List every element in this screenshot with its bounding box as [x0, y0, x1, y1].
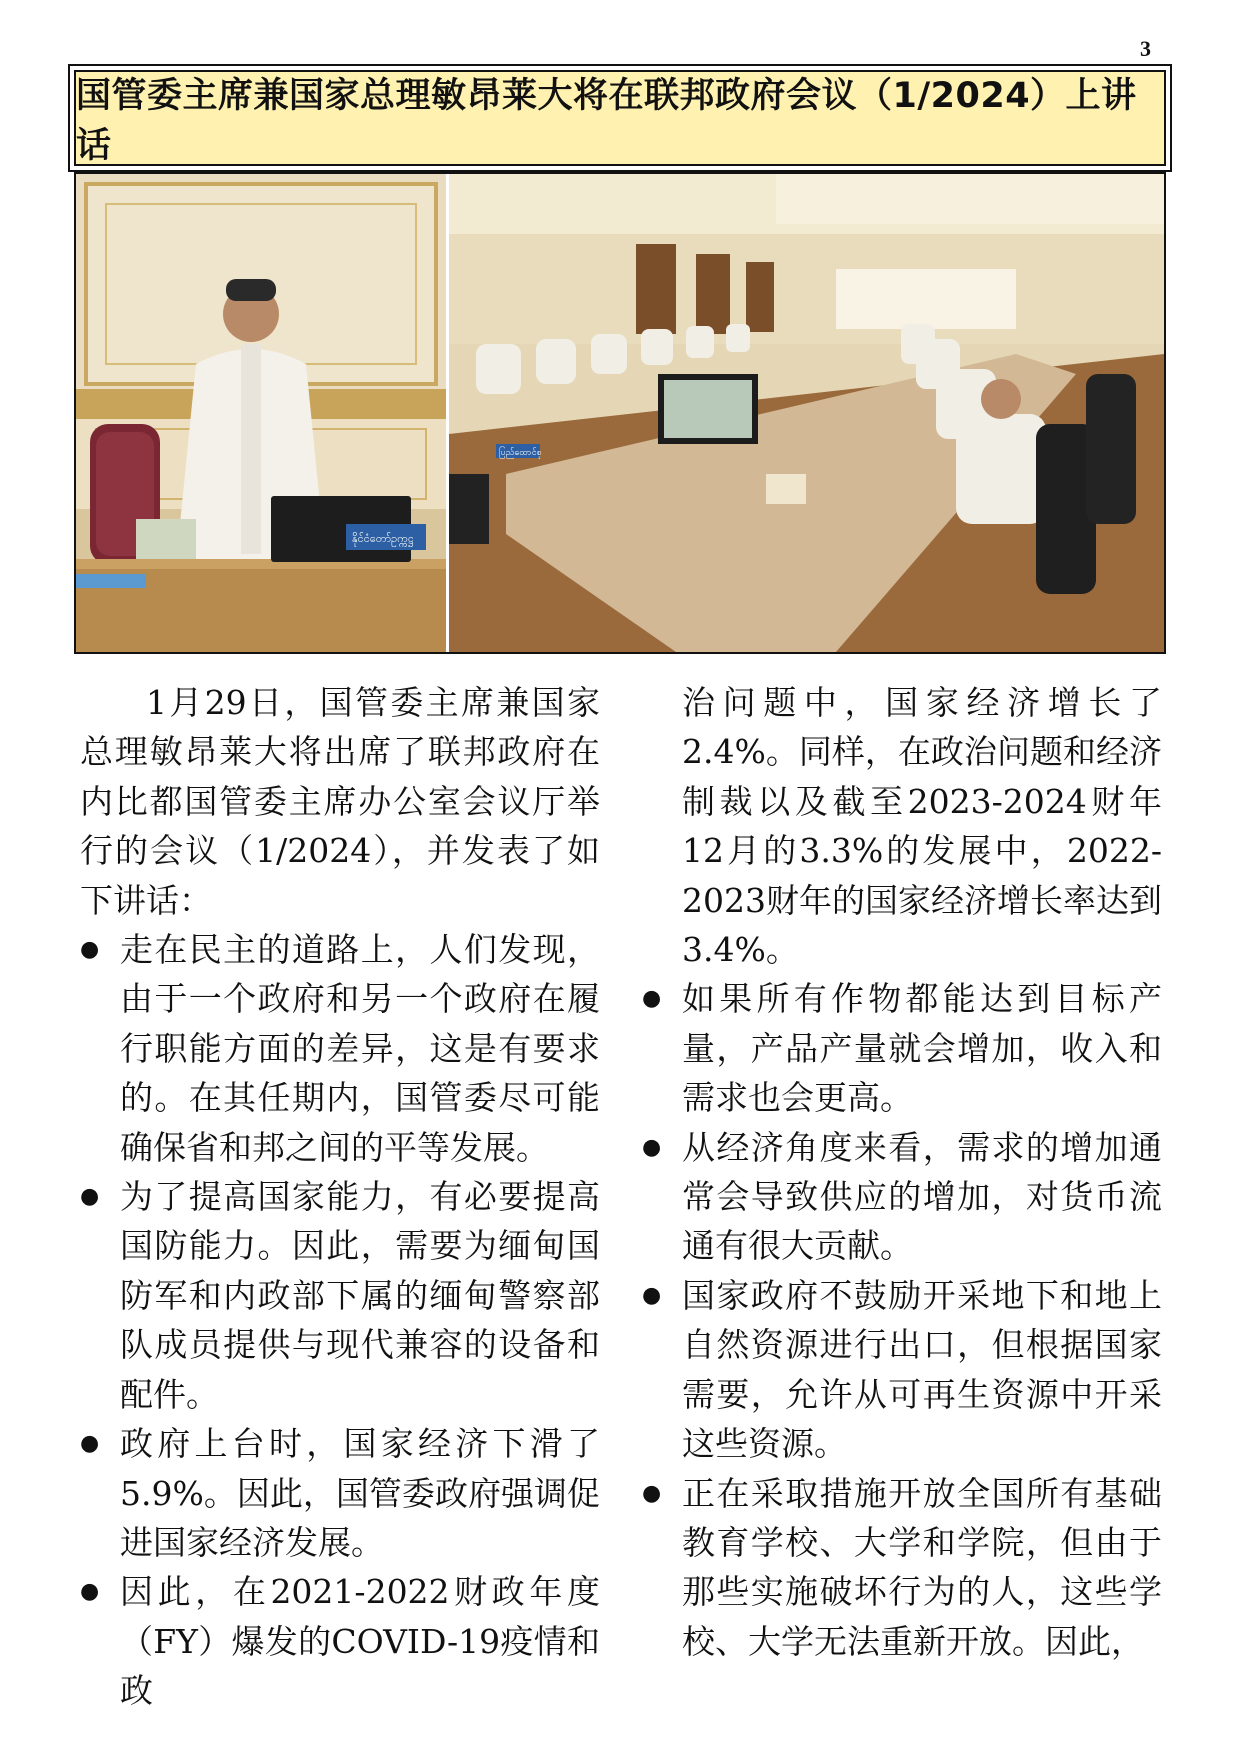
list-item: ● 从经济角度来看，需求的增加通常会导致供应的增加，对货币流通有很大贡献。	[642, 1123, 1162, 1271]
list-item: ● 因此，在2021-2022财政年度（FY）爆发的COVID-19疫情和政	[80, 1567, 600, 1715]
bullet-icon: ●	[642, 986, 662, 1012]
list-item: ● 为了提高国家能力，有必要提高国防能力。因此，需要为缅甸国防军和内政部下属的缅甸警察部队成员提供与现代兼容的设备和配件。	[80, 1172, 600, 1419]
right-column	[642, 678, 1162, 1666]
page-number: 3	[1140, 36, 1151, 61]
intro-paragraph: 1月29日，国管委主席兼国家总理敏昂莱大将出席了联邦政府在内比都国管委主席办公室会议厅举行的会议（1/2024），并发表了如下讲话：	[80, 683, 600, 920]
bullet-icon: ●	[642, 1480, 662, 1506]
right-photo	[449, 174, 1164, 652]
bullet-icon: ●	[642, 1282, 662, 1308]
right-bullet-list	[642, 974, 1162, 1666]
article-title: 国管委主席兼国家总理敏昂莱大将在联邦政府会议（1/2024）上讲话	[76, 76, 1137, 166]
bullet-icon: ●	[80, 1431, 100, 1457]
left-column	[80, 678, 600, 1716]
meeting-photo	[74, 172, 1166, 654]
list-item: ● 国家政府不鼓励开采地下和地上自然资源进行出口，但根据国家需要，允许从可再生资源中开采这些资源。	[642, 1271, 1162, 1469]
list-item: ● 走在民主的道路上，人们发现，由于一个政府和另一个政府在履行职能方面的差异，这是有要求的。在其任期内，国管委尽可能确保省和邦之间的平等发展。	[80, 925, 600, 1172]
list-item: ● 如果所有作物都能达到目标产量，产品产量就会增加，收入和需求也会更高。	[642, 974, 1162, 1122]
meeting-photo-illustration	[76, 174, 1164, 652]
left-nameplate: နိုင်ငံတော်ဥက္ကဋ္ဌ	[352, 532, 414, 545]
left-photo	[76, 174, 446, 652]
list-item: ● 政府上台时，国家经济下滑了5.9%。因此，国管委政府强调促进国家经济发展。	[80, 1419, 600, 1567]
bullet-icon: ●	[80, 937, 100, 963]
continuation-paragraph: 治问题中，国家经济增长了2.4%。同样，在政治问题和经济制裁以及截至2023-2024财年12月的3.3%的发展中，2022-2023财年的国家经济增长率达到3.4%。	[682, 683, 1162, 970]
title-banner	[74, 70, 1166, 166]
bullet-icon: ●	[80, 1184, 100, 1210]
left-bullet-list	[80, 925, 600, 1716]
right-nameplate: ပြည်ထောင်စု	[499, 448, 542, 458]
list-item: ● 正在采取措施开放全国所有基础教育学校、大学和学院，但由于那些实施破坏行为的人，这些学校、大学无法重新开放。因此，	[642, 1469, 1162, 1667]
bullet-icon: ●	[642, 1134, 662, 1160]
bullet-icon: ●	[80, 1579, 100, 1605]
